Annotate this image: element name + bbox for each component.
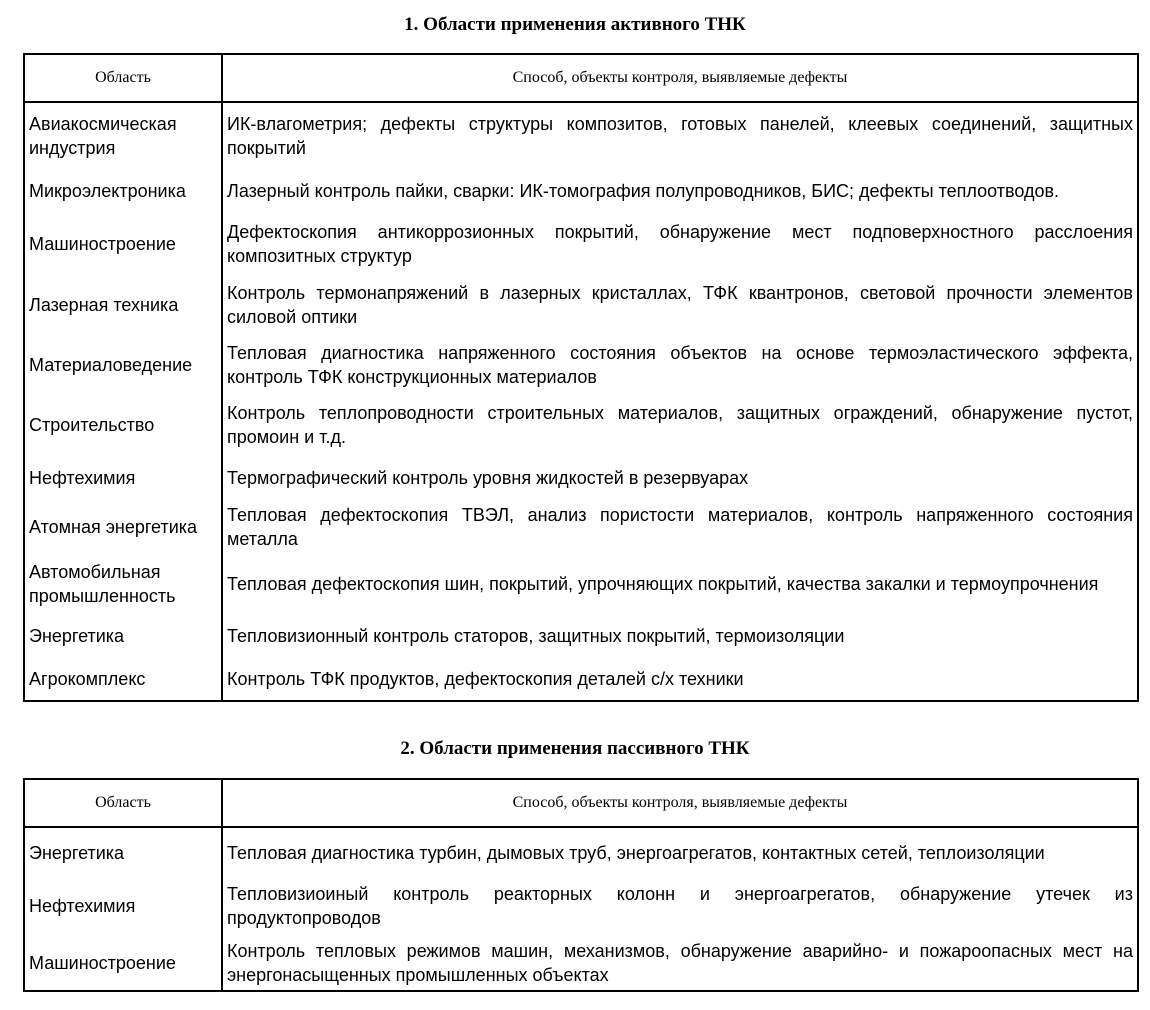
area-cell: Энергетика: [24, 615, 222, 657]
desc-cell: Тепловизионный контроль статоров, защитных покрытий, термоизоляции: [227, 626, 845, 646]
table-row: [24, 877, 1138, 935]
desc-cell: Контроль тепловых режимов машин, механизмов, обнаружение аварийно- и пожароопасных мест на энергонасыщенных промышленных объектах: [227, 940, 1133, 985]
desc-cell: Тепловая дефектоскопия ТВЭЛ, анализ пористости материалов, контроль напряженного состояния металла: [227, 505, 1133, 549]
area-cell: Авиакосмическая индустрия: [24, 102, 222, 169]
table-row: [24, 335, 1138, 395]
table-row: [24, 395, 1138, 455]
area-cell: Машиностроение: [24, 213, 222, 275]
column-header-area: Область: [24, 54, 222, 102]
desc-cell: Лазерный контроль пайки, сварки: ИК-томография полупроводников, БИС; дефекты теплоотводов.: [227, 181, 1060, 201]
area-cell: Атомная энергетика: [24, 501, 222, 553]
table-row: [24, 553, 1138, 615]
section1-title: 1. Области применения активного ТНК: [404, 14, 746, 35]
table-row: [24, 501, 1138, 553]
desc-cell: Тепловая диагностика напряженного состояния объектов на основе термоэластического эффекта, контроль ТФК конструкционных материалов: [227, 343, 1133, 387]
table-row: [24, 102, 1138, 169]
desc-cell: ИК-влагометрия; дефекты структуры композитов, готовых панелей, клеевых соединений, защитных покрытий: [227, 114, 1133, 158]
desc-cell: Контроль теплопроводности строительных материалов, защитных ограждений, обнаружение пустот, промоин и т.д.: [227, 403, 1133, 447]
column-header-desc: Способ, объекты контроля, выявляемые дефекты: [222, 779, 1138, 827]
desc-cell: Термографический контроль уровня жидкостей в резервуарах: [227, 468, 749, 488]
table-header-row: [24, 54, 1138, 102]
area-cell: Лазерная техника: [24, 275, 222, 335]
desc-cell: Контроль ТФК продуктов, дефектоскопия деталей с/х техники: [227, 668, 744, 689]
table-row: [24, 169, 1138, 213]
area-cell: Энергетика: [24, 827, 222, 877]
area-cell: Материаловедение: [24, 335, 222, 395]
table-row: [24, 935, 1138, 991]
desc-cell: Тепловизиоиный контроль реакторных колонн и энергоагрегатов, обнаружение утечек из продуктопроводов: [227, 884, 1133, 928]
table-header-row: [24, 779, 1138, 827]
table-row: [24, 657, 1138, 701]
desc-cell: Тепловая дефектоскопия шин, покрытий, упрочняющих покрытий, качества закалки и термоупрочнения: [227, 574, 1099, 594]
passive-tnk-table: [23, 778, 1139, 992]
area-cell: Автомобильная промышленность: [24, 553, 222, 615]
desc-cell: Дефектоскопия антикоррозионных покрытий, обнаружение мест подповерхностного расслоения композитных структур: [227, 222, 1133, 266]
area-cell: Строительство: [24, 395, 222, 455]
table-row: [24, 827, 1138, 877]
active-tnk-table: [23, 53, 1139, 702]
table-row: [24, 615, 1138, 657]
column-header-desc: Способ, объекты контроля, выявляемые дефекты: [222, 54, 1138, 102]
section2-title: 2. Области применения пассивного ТНК: [400, 738, 750, 759]
table-row: [24, 455, 1138, 501]
area-cell: Машиностроение: [24, 935, 222, 991]
table-row: [24, 275, 1138, 335]
area-cell: Нефтехимия: [24, 877, 222, 935]
area-cell: Нефтехимия: [24, 455, 222, 501]
desc-cell: Тепловая диагностика турбин, дымовых труб, энергоагрегатов, контактных сетей, теплоизоляции: [227, 842, 1045, 863]
table-row: [24, 213, 1138, 275]
area-cell: Микроэлектроника: [24, 169, 222, 213]
column-header-area: Область: [24, 779, 222, 827]
desc-cell: Контроль термонапряжений в лазерных кристаллах, ТФК квантронов, световой прочности элементов силовой оптики: [227, 283, 1133, 327]
area-cell: Агрокомплекс: [24, 657, 222, 701]
